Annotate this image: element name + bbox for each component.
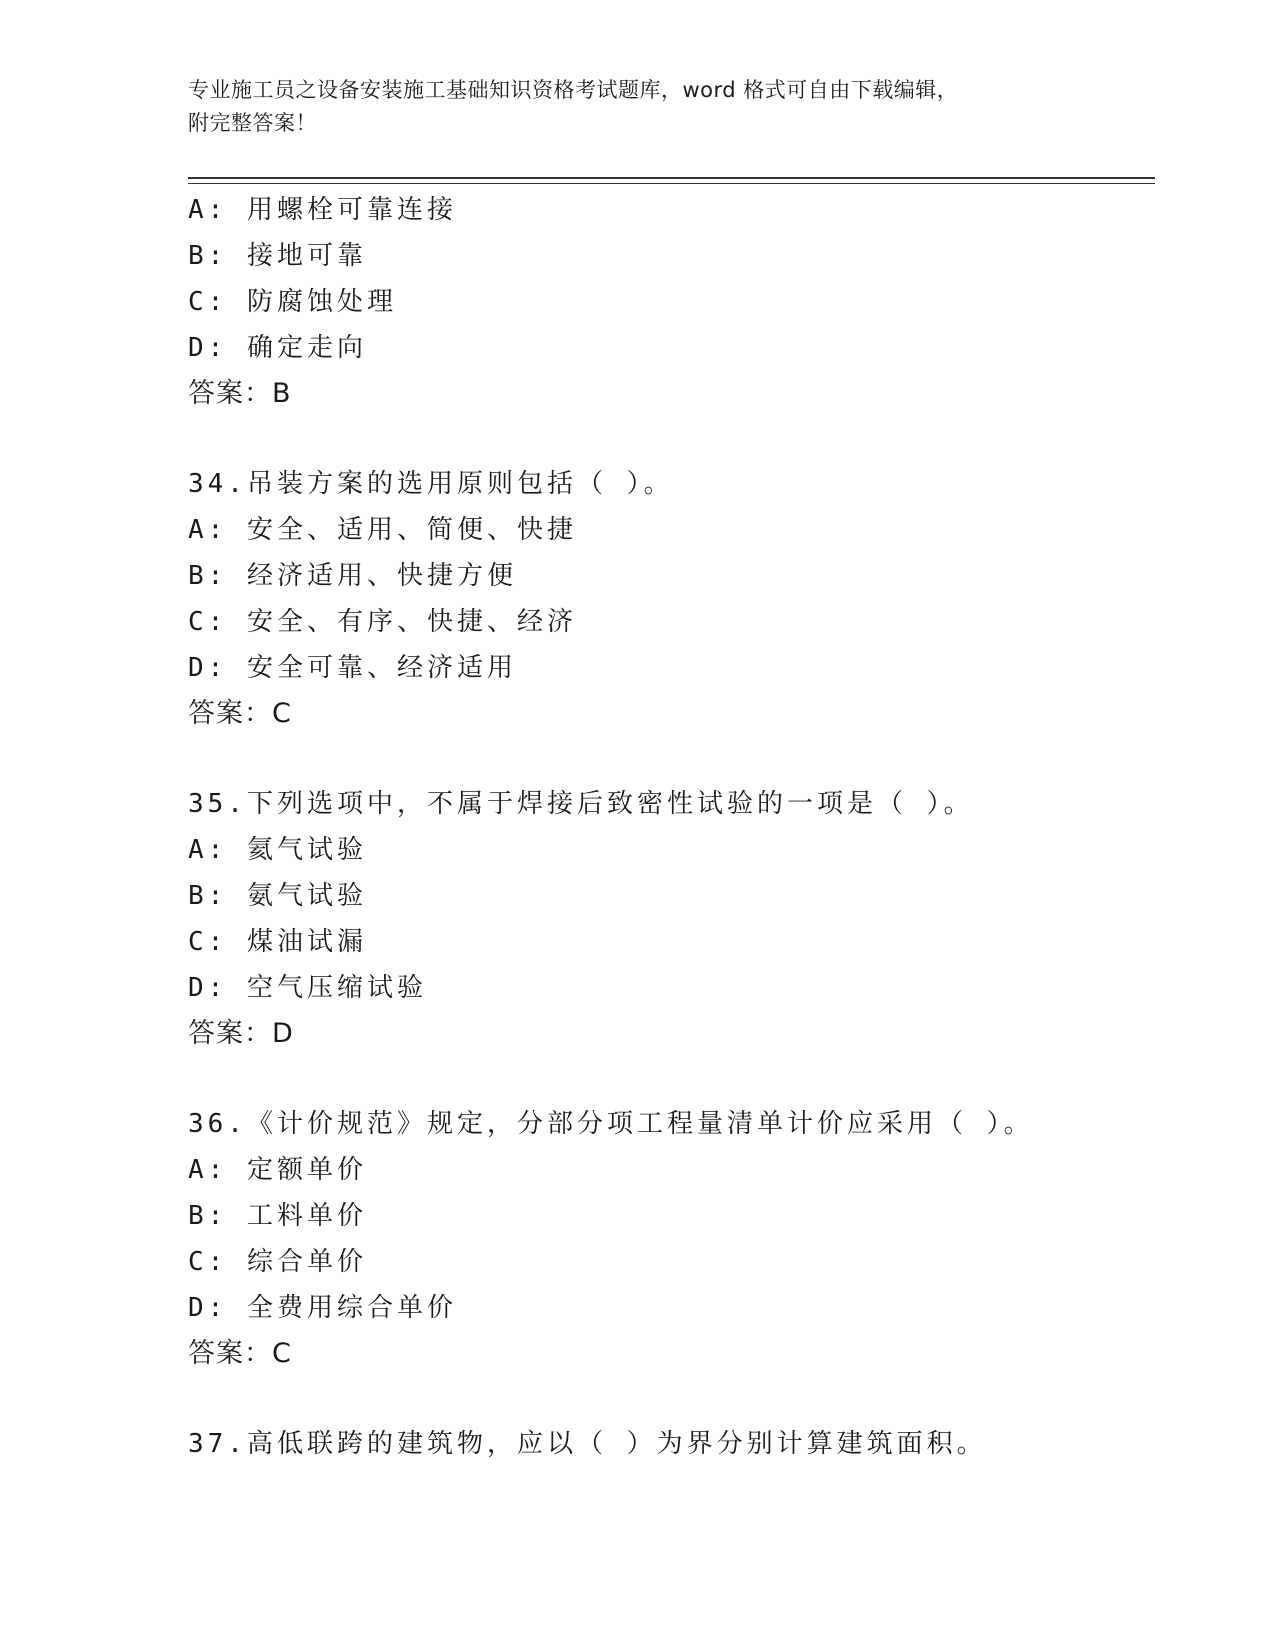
option-c: C: 防腐蚀处理 bbox=[188, 287, 397, 317]
question-block-34 bbox=[188, 461, 1155, 737]
answer: 答案：C bbox=[188, 698, 292, 729]
option-d: D: 全费用综合单价 bbox=[188, 1293, 457, 1323]
option-d: D: 确定走向 bbox=[188, 333, 367, 363]
option-d: D: 安全可靠、经济适用 bbox=[188, 653, 517, 683]
header-divider-thin bbox=[188, 183, 1155, 184]
option-c: C: 综合单价 bbox=[188, 1247, 367, 1277]
answer: 答案：C bbox=[188, 1338, 292, 1369]
header-divider-thick bbox=[188, 177, 1155, 179]
answer: 答案：B bbox=[188, 378, 292, 409]
option-b: B: 接地可靠 bbox=[188, 241, 367, 271]
question-stem: 36.《计价规范》规定，分部分项工程量清单计价应采用（ ）。 bbox=[188, 1109, 1034, 1139]
option-c: C: 安全、有序、快捷、经济 bbox=[188, 607, 577, 637]
spacer bbox=[188, 737, 1155, 781]
question-block-37 bbox=[188, 1421, 1155, 1467]
document-header bbox=[188, 74, 1088, 140]
answer: 答案：D bbox=[188, 1018, 294, 1049]
option-b: B: 氨气试验 bbox=[188, 881, 367, 911]
option-c: C: 煤油试漏 bbox=[188, 927, 367, 957]
question-content bbox=[188, 187, 1155, 1467]
spacer bbox=[188, 417, 1155, 461]
question-block-35 bbox=[188, 781, 1155, 1057]
question-stem: 35.下列选项中，不属于焊接后致密性试验的一项是（ ）。 bbox=[188, 789, 974, 819]
option-a: A: 用螺栓可靠连接 bbox=[188, 195, 457, 225]
header-line-2: 附完整答案！ bbox=[188, 111, 317, 135]
option-a: A: 氦气试验 bbox=[188, 835, 367, 865]
option-b: B: 经济适用、快捷方便 bbox=[188, 561, 517, 591]
option-b: B: 工料单价 bbox=[188, 1201, 367, 1231]
option-a: A: 定额单价 bbox=[188, 1155, 367, 1185]
question-block-33 bbox=[188, 187, 1155, 417]
question-stem: 37.高低联跨的建筑物，应以（ ）为界分别计算建筑面积。 bbox=[188, 1429, 987, 1459]
spacer bbox=[188, 1057, 1155, 1101]
option-d: D: 空气压缩试验 bbox=[188, 973, 427, 1003]
header-line-1: 专业施工员之设备安装施工基础知识资格考试题库，word 格式可自由下载编辑， bbox=[188, 78, 959, 102]
question-block-36 bbox=[188, 1101, 1155, 1377]
spacer bbox=[188, 1377, 1155, 1421]
option-a: A: 安全、适用、简便、快捷 bbox=[188, 515, 577, 545]
question-stem: 34.吊装方案的选用原则包括（ ）。 bbox=[188, 469, 674, 499]
